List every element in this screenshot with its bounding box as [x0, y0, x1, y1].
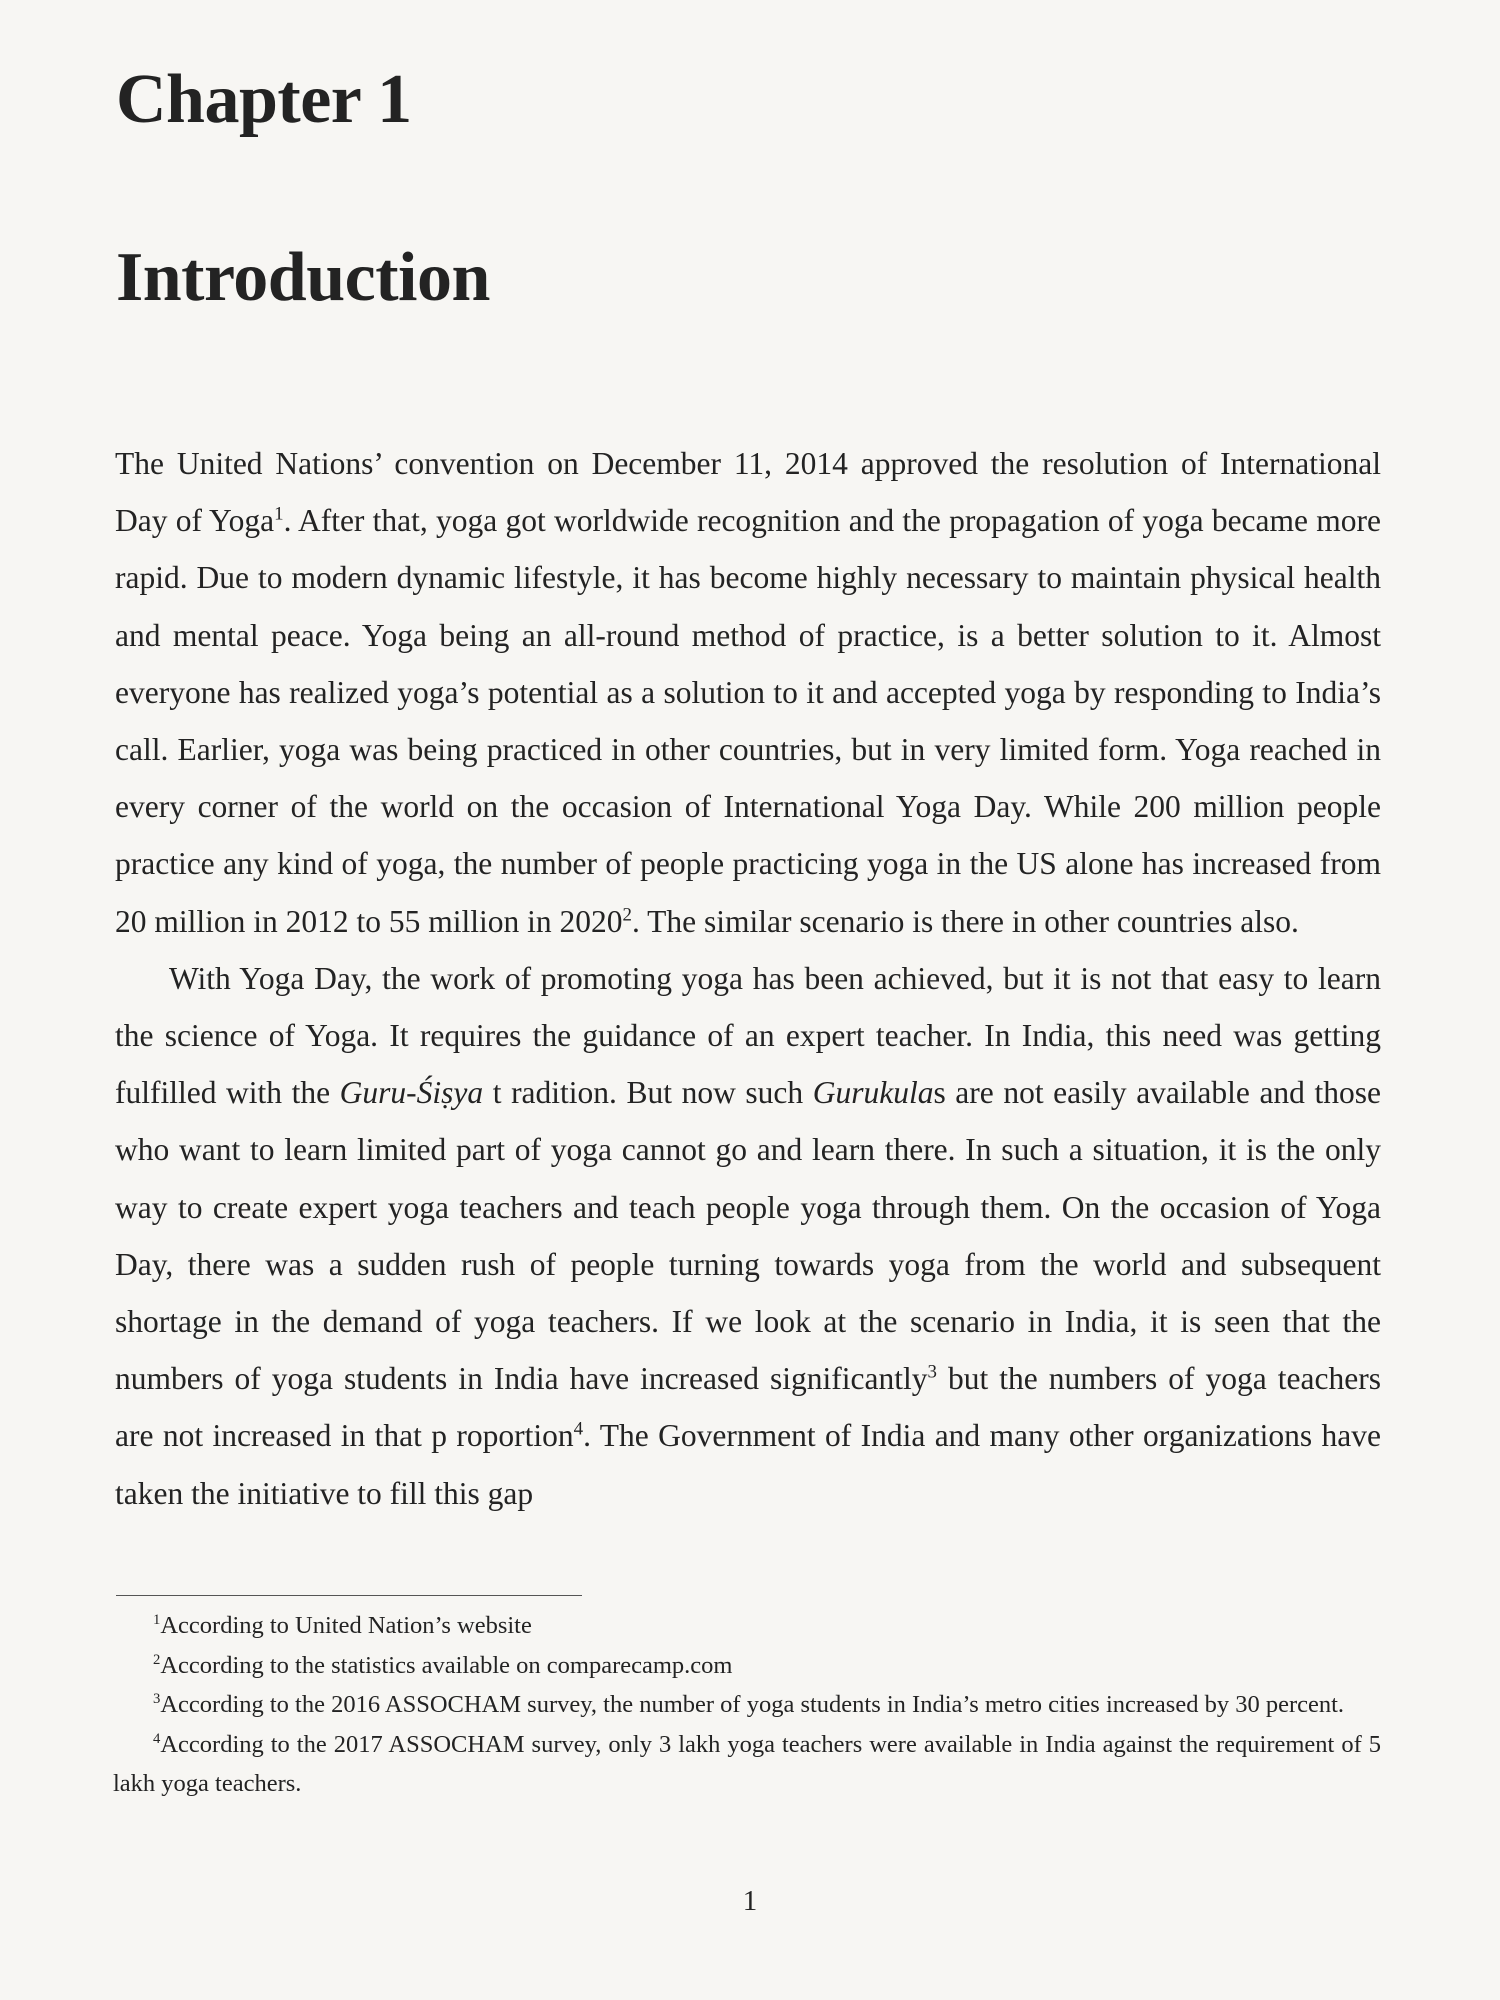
- footnote-reference: 4: [573, 1419, 584, 1441]
- footnote-mark: 1: [153, 1612, 161, 1629]
- footnote-mark: 4: [153, 1730, 161, 1747]
- paragraph: [115, 435, 1381, 950]
- footnote-mark: 3: [153, 1691, 161, 1708]
- text-run: t radition. But now such: [483, 1075, 813, 1111]
- footnote-reference: 3: [927, 1361, 937, 1383]
- text-run: . The similar scenario is there in other countries also.: [631, 903, 1299, 939]
- chapter-label: Chapter 1: [116, 61, 412, 138]
- text-run: s are not easily available and those who want to learn limited part of yoga cannot go and learn there. In such a situation, it is the only way to create expert yoga teachers and teach people yoga through them. On the occasion of Yoga Day, there was a sudden rush of people turning towards yoga from the world and subsequent shortage in the demand of yoga teachers. If we look at the scenario in India, it is seen that the numbers of yoga students in India have increased significantly: [115, 1075, 1381, 1397]
- footnote: [113, 1725, 1381, 1804]
- footnote-mark: 2: [153, 1651, 161, 1668]
- text-run: With Yoga Day, the work of promoting yoga has been achieved, but it is not that easy to learn the science of Yoga. It requires the guidance of an expert teacher. In India, this need was getting fulfilled with the: [115, 960, 1381, 1111]
- body-text: [115, 435, 1381, 1522]
- chapter-title: Introduction: [116, 239, 490, 316]
- footnote: [113, 1685, 1381, 1725]
- page-number: 1: [742, 1885, 758, 1917]
- paragraph: [115, 950, 1381, 1522]
- footnote-text: According to United Nation’s website: [160, 1612, 532, 1639]
- footnote-text: According to the 2017 ASSOCHAM survey, only 3 lakh yoga teachers were available in India against the requirement of 5 lakh yoga teachers.: [113, 1730, 1381, 1797]
- footnote: [113, 1646, 1381, 1686]
- text-run: The United Nations’ convention on December 11, 2014 approved the resolution of International Day of Yoga: [115, 446, 1381, 539]
- footnotes: [113, 1606, 1381, 1804]
- text-run: . The Government of India and many other organizations have taken the initiative to fill this gap: [115, 1418, 1381, 1511]
- text-run: . After that, yoga got worldwide recognition and the propagation of yoga became more rapid. Due to modern dynamic lifestyle, it has become highly necessary to maintain physical health and mental peace. Yoga being an all-round method of practice, is a better solution to it. Almost everyone has realized yoga’s potential as a solution to it and accepted yoga by responding to India’s call. Earlier, yoga was being practiced in other countries, but in very limited form. Yoga reached in every corner of the world on the occasion of International Yoga Day. While 200 million people practice any kind of yoga, the number of people practicing yoga in the US alone has increased from 20 million in 2012 to 55 million in 2020: [115, 503, 1381, 939]
- footnote-text: According to the statistics available on comparecamp.com: [160, 1651, 733, 1679]
- italic-term: Guru-Śiṣya: [339, 1075, 484, 1111]
- footnote-divider: [116, 1595, 582, 1596]
- footnote-reference: 1: [274, 503, 284, 525]
- footnote: [113, 1606, 1381, 1646]
- italic-term: Gurukula: [812, 1075, 934, 1111]
- footnote-reference: 2: [622, 904, 632, 926]
- footnote-text: According to the 2016 ASSOCHAM survey, the number of yoga students in India’s metro cities increased by 30 percent.: [160, 1691, 1345, 1718]
- text-run: but the numbers of yoga teachers are not increased in that p roportion: [115, 1361, 1381, 1454]
